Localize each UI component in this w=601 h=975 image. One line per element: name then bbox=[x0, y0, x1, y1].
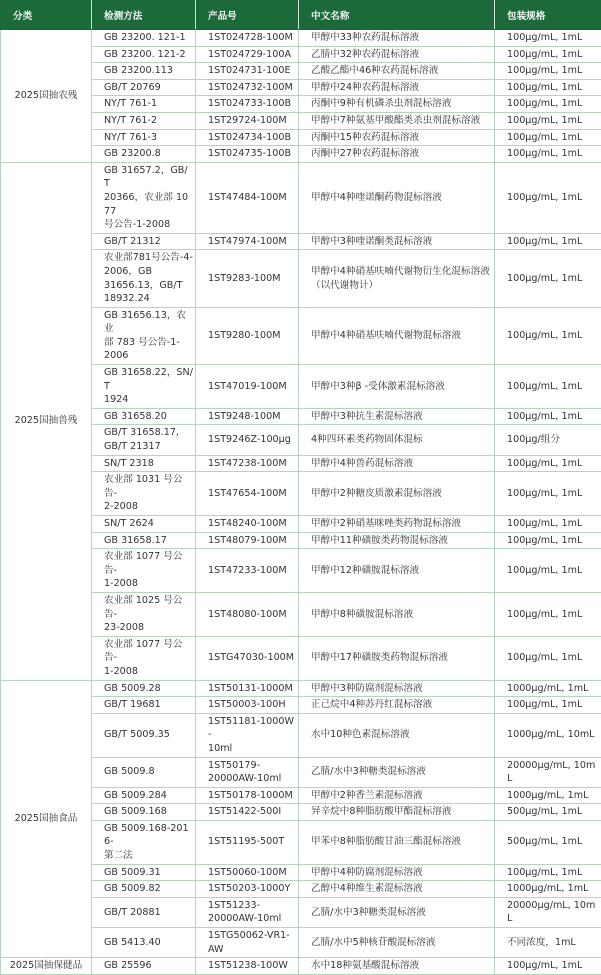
method-cell: 农业部781号公告-4- 2006，GB 31656.13，GB/T 18932.24 bbox=[92, 250, 196, 307]
chinese-name-cell: 甲醇中4种喹诺酮药物混标溶液 bbox=[299, 162, 495, 233]
table-row bbox=[1, 30, 601, 47]
package-cell: 500μg/mL, 1mL bbox=[495, 804, 601, 821]
table-row bbox=[1, 307, 601, 364]
method-cell: GB/T 20769 bbox=[92, 79, 196, 96]
product-code-cell: 1ST024734-100B bbox=[196, 129, 299, 146]
table-row bbox=[1, 757, 601, 787]
table-row bbox=[1, 472, 601, 516]
method-cell: 农业部 1077 号公告- 1-2008 bbox=[92, 636, 196, 680]
chinese-name-cell: 乙腈/水中3种糖类混标溶液 bbox=[299, 757, 495, 787]
table-row bbox=[1, 680, 601, 697]
product-code-cell: 1ST024732-100M bbox=[196, 79, 299, 96]
header-chinese-name: 中文名称 bbox=[299, 1, 495, 30]
chinese-name-cell: 乙酸乙酯中46种农药混标溶液 bbox=[299, 63, 495, 80]
product-code-cell: 1ST50179- 20000AW-10ml bbox=[196, 757, 299, 787]
table-row bbox=[1, 408, 601, 425]
package-cell: 100μg/mL, 1mL bbox=[495, 79, 601, 96]
package-cell: 100μg/mL, 1mL bbox=[495, 958, 601, 975]
product-code-cell: 1ST48080-100M bbox=[196, 592, 299, 636]
package-cell: 100μg/mL, 1mL bbox=[495, 636, 601, 680]
table-row bbox=[1, 549, 601, 593]
package-cell: 100μg/mL, 1mL bbox=[495, 307, 601, 364]
product-code-cell: 1ST024729-100A bbox=[196, 46, 299, 63]
package-cell: 100μg/mL, 1mL bbox=[495, 516, 601, 533]
product-code-cell: 1ST29724-100M bbox=[196, 112, 299, 129]
product-code-cell: 1ST024733-100B bbox=[196, 96, 299, 113]
product-code-cell: 1ST51181-1000W- 10ml bbox=[196, 713, 299, 757]
table-body bbox=[1, 30, 601, 975]
product-code-cell: 1ST50131-1000M bbox=[196, 680, 299, 697]
product-code-cell: 1ST47019-100M bbox=[196, 365, 299, 409]
chinese-name-cell: 甲醇中3种喹诺酮类混标溶液 bbox=[299, 233, 495, 250]
method-cell: GB 5009.31 bbox=[92, 864, 196, 881]
package-cell: 100μg/mL, 1mL bbox=[495, 864, 601, 881]
method-cell: GB 23200. 121-1 bbox=[92, 30, 196, 47]
chinese-name-cell: 乙腈/水中5种核苷酸混标溶液 bbox=[299, 928, 495, 958]
product-code-cell: 1ST51422-500I bbox=[196, 804, 299, 821]
product-code-cell: 1ST024735-100B bbox=[196, 146, 299, 163]
chinese-name-cell: 甲醇中17种磺胺类药物混标溶液 bbox=[299, 636, 495, 680]
product-code-cell: 1ST50003-100H bbox=[196, 697, 299, 714]
chinese-name-cell: 甲醇中8种磺胺混标溶液 bbox=[299, 592, 495, 636]
chinese-name-cell: 甲醇中33种农药混标溶液 bbox=[299, 30, 495, 47]
package-cell: 100μg/mL, 1mL bbox=[495, 30, 601, 47]
package-cell: 1000μg/mL, 1mL bbox=[495, 881, 601, 898]
table-row bbox=[1, 455, 601, 472]
table-row bbox=[1, 636, 601, 680]
chinese-name-cell: 甲醇中2种香兰素混标溶液 bbox=[299, 787, 495, 804]
product-code-cell: 1ST51238-100W bbox=[196, 958, 299, 975]
chinese-name-cell: 甲醇中4种兽药混标溶液 bbox=[299, 455, 495, 472]
product-code-cell: 1ST024728-100M bbox=[196, 30, 299, 47]
chinese-name-cell: 水中18种氨基酸混标溶液 bbox=[299, 958, 495, 975]
method-cell: GB/T 19681 bbox=[92, 697, 196, 714]
table-row bbox=[1, 787, 601, 804]
package-cell: 100μg/mL, 1mL bbox=[495, 472, 601, 516]
table-header-row bbox=[1, 1, 601, 30]
table-row bbox=[1, 425, 601, 455]
package-cell: 100μg/mL, 1mL bbox=[495, 129, 601, 146]
method-cell: SN/T 2318 bbox=[92, 455, 196, 472]
category-cell: 2025国抽农残 bbox=[1, 30, 92, 163]
chinese-name-cell: 甲醇中12种磺胺混标溶液 bbox=[299, 549, 495, 593]
method-cell: GB 25596 bbox=[92, 958, 196, 975]
table-row bbox=[1, 804, 601, 821]
product-code-cell: 1ST47233-100M bbox=[196, 549, 299, 593]
table-row bbox=[1, 928, 601, 958]
package-cell: 1000μg/mL, 1mL bbox=[495, 787, 601, 804]
header-product-code: 产品号 bbox=[196, 1, 299, 30]
method-cell: GB/T 21312 bbox=[92, 233, 196, 250]
method-cell: GB 31657.2，GB/T 20366，农业部 1077 号公告-1-2008 bbox=[92, 162, 196, 233]
method-cell: 农业部 1031 号公告- 2-2008 bbox=[92, 472, 196, 516]
chinese-name-cell: 乙醇中4种维生素混标溶液 bbox=[299, 881, 495, 898]
category-cell: 2025国抽保健品 bbox=[1, 958, 92, 975]
method-cell: GB 5009.8 bbox=[92, 757, 196, 787]
package-cell: 100μg/mL, 1mL bbox=[495, 250, 601, 307]
table-row bbox=[1, 864, 601, 881]
method-cell: NY/T 761-3 bbox=[92, 129, 196, 146]
product-code-cell: 1ST47974-100M bbox=[196, 233, 299, 250]
chinese-name-cell: 甲醇中2种硝基咪唑类药物混标溶液 bbox=[299, 516, 495, 533]
method-cell: GB 5009.28 bbox=[92, 680, 196, 697]
package-cell: 100μg/mL, 1mL bbox=[495, 233, 601, 250]
table-row bbox=[1, 365, 601, 409]
package-cell: 100μg/mL, 1mL bbox=[495, 532, 601, 549]
product-code-cell: 1ST50178-1000M bbox=[196, 787, 299, 804]
chinese-name-cell: 丙酮中15种农药混标溶液 bbox=[299, 129, 495, 146]
chinese-name-cell: 水中10种色素混标溶液 bbox=[299, 713, 495, 757]
method-cell: GB 23200. 121-2 bbox=[92, 46, 196, 63]
package-cell: 100μg/mL, 1mL bbox=[495, 592, 601, 636]
method-cell: 农业部 1077 号公告- 1-2008 bbox=[92, 549, 196, 593]
chinese-name-cell: 甲醇中2种糖皮质激素混标溶液 bbox=[299, 472, 495, 516]
table-row bbox=[1, 162, 601, 233]
chinese-name-cell: 甲醇中24种农药混标溶液 bbox=[299, 79, 495, 96]
category-cell: 2025国抽食品 bbox=[1, 680, 92, 958]
table-row bbox=[1, 233, 601, 250]
product-code-cell: 1ST48240-100M bbox=[196, 516, 299, 533]
table-row bbox=[1, 697, 601, 714]
product-code-cell: 1ST51195-500T bbox=[196, 820, 299, 864]
chinese-name-cell: 甲醇中4种防腐剂混标溶液 bbox=[299, 864, 495, 881]
package-cell: 100μg/mL, 1mL bbox=[495, 162, 601, 233]
method-cell: GB 23200.8 bbox=[92, 146, 196, 163]
chinese-name-cell: 甲醇中3种防腐剂混标溶液 bbox=[299, 680, 495, 697]
product-code-cell: 1ST9280-100M bbox=[196, 307, 299, 364]
product-code-cell: 1STG50062-VR1-AW bbox=[196, 928, 299, 958]
product-code-cell: 1ST50203-1000Y bbox=[196, 881, 299, 898]
chinese-name-cell: 甲醇中3种β -受体激素混标溶液 bbox=[299, 365, 495, 409]
package-cell: 100μg/mL, 1mL bbox=[495, 365, 601, 409]
product-code-cell: 1ST9248-100M bbox=[196, 408, 299, 425]
header-category: 分类 bbox=[1, 1, 92, 30]
chinese-name-cell: 4种四环素类药物固体混标 bbox=[299, 425, 495, 455]
package-cell: 100μg/mL, 1mL bbox=[495, 46, 601, 63]
table-row bbox=[1, 820, 601, 864]
chinese-name-cell: 甲醇中4种硝基呋喃代谢物衍生化混标溶液 （以代谢物计） bbox=[299, 250, 495, 307]
table-row bbox=[1, 96, 601, 113]
package-cell: 20000μg/mL, 10mL bbox=[495, 897, 601, 927]
method-cell: SN/T 2624 bbox=[92, 516, 196, 533]
package-cell: 100μg/组分 bbox=[495, 425, 601, 455]
method-cell: NY/T 761-1 bbox=[92, 96, 196, 113]
method-cell: GB/T 20881 bbox=[92, 897, 196, 927]
chinese-name-cell: 正己烷中4种苏丹红混标溶液 bbox=[299, 697, 495, 714]
product-code-cell: 1ST47484-100M bbox=[196, 162, 299, 233]
package-cell: 不同浓度，1mL bbox=[495, 928, 601, 958]
table-row bbox=[1, 516, 601, 533]
table-row bbox=[1, 46, 601, 63]
category-cell: 2025国抽兽残 bbox=[1, 162, 92, 680]
product-code-cell: 1STG47030-100M bbox=[196, 636, 299, 680]
table-row bbox=[1, 713, 601, 757]
product-code-cell: 1ST9283-100M bbox=[196, 250, 299, 307]
table-row bbox=[1, 129, 601, 146]
chinese-name-cell: 甲醇中11种磺胺类药物混标溶液 bbox=[299, 532, 495, 549]
method-cell: NY/T 761-2 bbox=[92, 112, 196, 129]
chinese-name-cell: 乙腈/水中3种糖类混标溶液 bbox=[299, 897, 495, 927]
method-cell: GB/T 5009.35 bbox=[92, 713, 196, 757]
table-row bbox=[1, 897, 601, 927]
table-row bbox=[1, 881, 601, 898]
chinese-name-cell: 甲醇中7种氨基甲酸酯类杀虫剂混标溶液 bbox=[299, 112, 495, 129]
chinese-name-cell: 丙酮中27种农药混标溶液 bbox=[299, 146, 495, 163]
package-cell: 20000μg/mL, 10mL bbox=[495, 757, 601, 787]
table-row bbox=[1, 112, 601, 129]
package-cell: 100μg/mL, 1mL bbox=[495, 96, 601, 113]
method-cell: GB 31658.17 bbox=[92, 532, 196, 549]
chinese-name-cell: 甲苯中8种脂肪酸甘油三酯混标溶液 bbox=[299, 820, 495, 864]
table-row bbox=[1, 146, 601, 163]
product-code-cell: 1ST47238-100M bbox=[196, 455, 299, 472]
chinese-name-cell: 甲醇中3种抗生素混标溶液 bbox=[299, 408, 495, 425]
method-cell: GB/T 31658.17, GB/T 21317 bbox=[92, 425, 196, 455]
package-cell: 100μg/mL, 1mL bbox=[495, 63, 601, 80]
package-cell: 100μg/mL, 1mL bbox=[495, 697, 601, 714]
method-cell: GB 5009.82 bbox=[92, 881, 196, 898]
product-code-cell: 1ST50060-100M bbox=[196, 864, 299, 881]
package-cell: 100μg/mL, 1mL bbox=[495, 408, 601, 425]
method-cell: GB 31658.22，SN/T 1924 bbox=[92, 365, 196, 409]
header-method: 检测方法 bbox=[92, 1, 196, 30]
table-row bbox=[1, 79, 601, 96]
product-code-cell: 1ST47654-100M bbox=[196, 472, 299, 516]
method-cell: GB 5009.284 bbox=[92, 787, 196, 804]
package-cell: 100μg/mL, 1mL bbox=[495, 455, 601, 472]
product-code-cell: 1ST024731-100E bbox=[196, 63, 299, 80]
package-cell: 100μg/mL, 1mL bbox=[495, 549, 601, 593]
package-cell: 1000μg/mL, 10mL bbox=[495, 713, 601, 757]
product-code-cell: 1ST51233- 20000AW-10ml bbox=[196, 897, 299, 927]
table-row bbox=[1, 532, 601, 549]
method-cell: GB 31658.20 bbox=[92, 408, 196, 425]
package-cell: 100μg/mL, 1mL bbox=[495, 112, 601, 129]
table-row bbox=[1, 63, 601, 80]
table-row bbox=[1, 958, 601, 975]
package-cell: 1000μg/mL, 1mL bbox=[495, 680, 601, 697]
chinese-name-cell: 乙腈中32种农药混标溶液 bbox=[299, 46, 495, 63]
chinese-name-cell: 异辛烷中8种脂肪酸甲酯混标溶液 bbox=[299, 804, 495, 821]
package-cell: 100μg/mL, 1mL bbox=[495, 146, 601, 163]
method-cell: GB 31656.13，农业 部 783 号公告-1- 2006 bbox=[92, 307, 196, 364]
method-cell: GB 5009.168 bbox=[92, 804, 196, 821]
method-cell: 农业部 1025 号公告- 23-2008 bbox=[92, 592, 196, 636]
table-row bbox=[1, 250, 601, 307]
header-package: 包装规格 bbox=[495, 1, 601, 30]
method-cell: GB 5413.40 bbox=[92, 928, 196, 958]
product-code-cell: 1ST48079-100M bbox=[196, 532, 299, 549]
chinese-name-cell: 丙酮中9种有机磷杀虫剂混标溶液 bbox=[299, 96, 495, 113]
package-cell: 500μg/mL, 1mL bbox=[495, 820, 601, 864]
table-row bbox=[1, 592, 601, 636]
method-cell: GB 23200.113 bbox=[92, 63, 196, 80]
chinese-name-cell: 甲醇中4种硝基呋喃代谢物混标溶液 bbox=[299, 307, 495, 364]
product-code-cell: 1ST9246Z-100μg bbox=[196, 425, 299, 455]
method-cell: GB 5009.168-2016- 第二法 bbox=[92, 820, 196, 864]
